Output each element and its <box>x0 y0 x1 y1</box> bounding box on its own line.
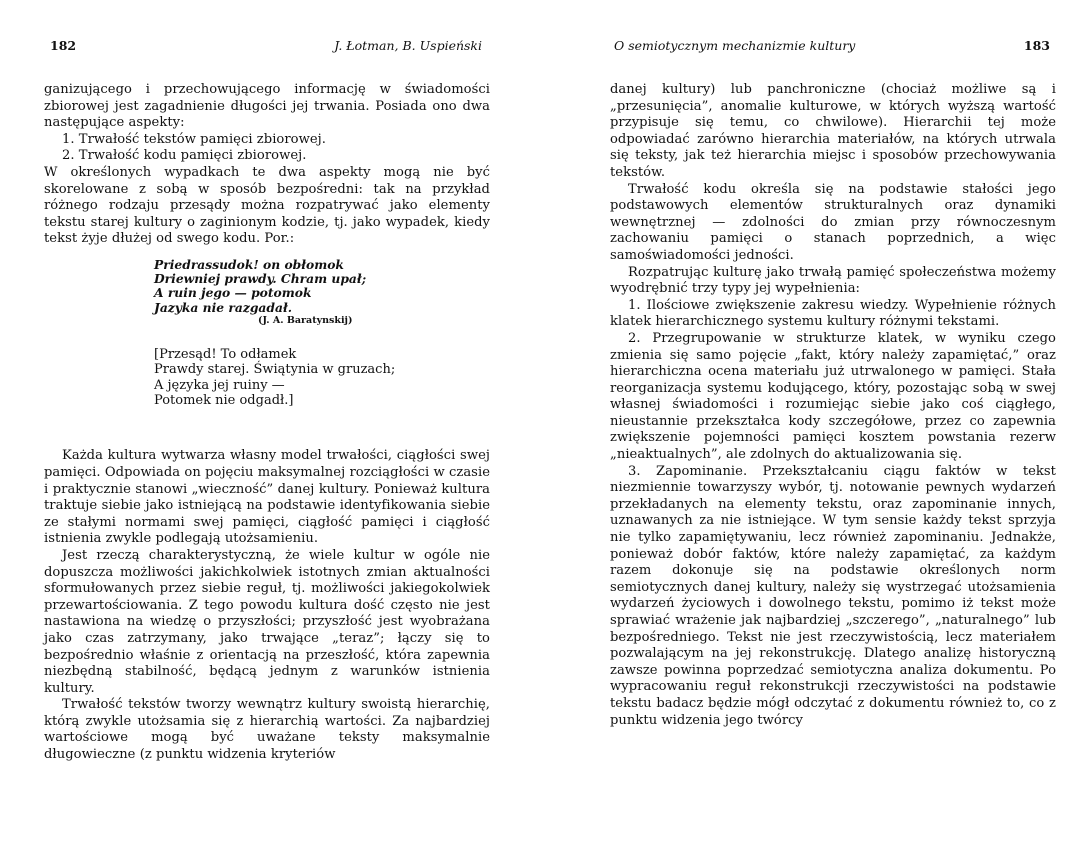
right-page-body <box>610 82 1056 729</box>
list-item: 1. Trwałość tekstów pamięci zbiorowej. <box>62 131 326 147</box>
poem-line: Priedrassudok! on obłomok <box>154 256 344 272</box>
paragraph: Każda kultura wytwarza własny model trwałości, ciągłości swej pamięci. Odpowiada on pojęciu maksymalnej rozciągłości w czasie i praktycznie stanowi „wieczność” danej kultury. Ponieważ kultura traktuje siebie jako istniejącą na podstawie identyfikowania siebie ze stałymi normami swej pamięci, ciągłość pamięci i ciągłość istnienia zwykle podlegają utożsamieniu. <box>44 448 490 547</box>
poem-line: Driewniej prawdy. Chram upał; <box>154 271 367 287</box>
paragraph: danej kultury) lub panchroniczne (chociaż możliwe są i „przesunięcia”, anomalie kulturowe, w których wyższą wartość przypisuje się temu, co chwilowe). Hierarchii tej może odpowiadać zarówno hierarchia materiałów, na których utrwala się teksty, jak też hierarchia miejsc i sposobów przechowywania tekstów. <box>610 82 1056 180</box>
poem-quote <box>154 258 490 327</box>
paragraph: Trwałość kodu określa się na podstawie stałości jego podstawowych elementów strukturalnych oraz dynamiki wewnętrznej — zdolności do zmian przy równoczesnym zachowaniu pamięci o stanach poprzednich, a więc samoświadomości jedności. <box>610 181 1056 263</box>
poem-line: A ruin jego — potomok <box>154 285 312 301</box>
translation-line: Prawdy starej. Świątynia w gruzach; <box>154 362 396 378</box>
right-running-head <box>610 38 1056 58</box>
left-page-number: 182 <box>50 38 77 53</box>
poem-translation <box>154 347 490 409</box>
list-item: 2. Trwałość kodu pamięci zbiorowej. <box>62 148 307 164</box>
left-running-head <box>44 38 490 58</box>
paragraph: ganizującego i przechowującego informację w świadomości zbiorowej jest zagadnienie długości jej trwania. Posiada ono dwa następujące aspekty: <box>44 82 490 131</box>
translation-line: Potomek nie odgadł.] <box>154 392 294 408</box>
paragraph: Rozpatrując kulturę jako trwałą pamięć społeczeństwa możemy wyodrębnić trzy typy jej wypełnienia: <box>610 264 1056 297</box>
right-page-number: 183 <box>1023 38 1050 53</box>
paragraph: W określonych wypadkach te dwa aspekty mogą nie być skorelowane z sobą w sposób bezpośredni: tak na przykład różnego rodzaju przesądy można rozpatrywać jako elementy tekstu starej kultury o zaginionym kodzie, tj. jako wypadek, kiedy tekst żyje dłużej od swego kodu. Por.: <box>44 164 490 247</box>
paragraph: Jest rzeczą charakterystyczną, że wiele kultur w ogóle nie dopuszcza możliwości jakichkolwiek istotnych zmian aktualności sformułowanych przez siebie reguł, tj. możliwości jakiegokolwiek przewartościowania. Z tego powodu kultura dość często nie jest nastawiona na wiedzę o przyszłości; przyszłość jest wyobrażana jako czas zatrzymany, jako trwające „teraz”; łączy się to bezpośrednio właśnie z orientacją na przeszłość, która zapewnia niezbędną stabilność, będącą jednym z warunków istnienia kultury. <box>44 547 490 696</box>
translation-line: A języka jej ruiny — <box>154 377 285 393</box>
left-page-body <box>44 82 490 764</box>
list-item: 2. Przegrupowanie w strukturze klatek, w wyniku czego zmienia się samo pojęcie „fakt, który należy zapamiętać,” oraz hierarchiczna ocena materiału już utrwalonego w pamięci. Stała reorganizacja systemu kodującego, który, pozostając sobą w swej własnej świadomości i rozumiejąc siebie jako coś ciągłego, nieustannie przekształca kody szczegółowe, przez co zapewnia zwiększenie pojemności pamięci kosztem powstania rezerw „nieaktualnych”, ale zdolnych do aktualizowania się. <box>610 330 1056 463</box>
paragraph: Trwałość tekstów tworzy wewnątrz kultury swoistą hierarchię, którą zwykle utożsamia się z hierarchią wartości. Za najbardziej wartościowe mogą być uważane teksty maksymalnie długowieczne (z punktu widzenia kryteriów <box>44 697 490 763</box>
poem-attribution: (J. A. Baratynskij) <box>258 314 353 326</box>
poem-line: Jazyka nie razgadał. <box>154 299 292 315</box>
translation-line: [Przesąd! To odłamek <box>154 346 297 362</box>
list-item: 1. Ilościowe zwiększenie zakresu wiedzy. Wypełnienie różnych klatek hierarchicznego systemu kultury różnymi tekstami. <box>610 297 1056 330</box>
right-running-title: O semiotycznym mechanizmie kultury <box>614 38 856 53</box>
left-running-title: J. Łotman, B. Uspieński <box>334 38 482 53</box>
list-item: 3. Zapominanie. Przekształcaniu ciągu faktów w tekst niezmiennie towarzyszy wybór, tj. notowanie pewnych wydarzeń przekładanych na elementy tekstu, oraz zapominanie innych, uznawanych za nie istniejące. W tym sensie każdy tekst sprzyja nie tylko zapamiętywaniu, lecz również zapominaniu. Jednakże, ponieważ dobór faktów, które należy zapamiętać, za każdym razem dokonuje się na podstawie określonych norm semiotycznych danej kultury, należy się wystrzegać utożsamienia wydarzeń życiowych i dowolnego tekstu, pomimo iż tekst może sprawiać wrażenie jak najbardziej „szczerego”, „naturalnego” lub bezpośredniego. Tekst nie jest rzeczywistością, lecz materiałem pozwalającym na jej rekonstrukcję. Dlatego analizę historyczną zawsze powinna poprzedzać semiotyczna analiza dokumentu. Po wypracowaniu reguł rekonstrukcji rzeczywistości na podstawie tekstu badacz będzie mógł odczytać z dokumentu również to, co z punktu widzenia jego twórcy <box>610 463 1056 728</box>
